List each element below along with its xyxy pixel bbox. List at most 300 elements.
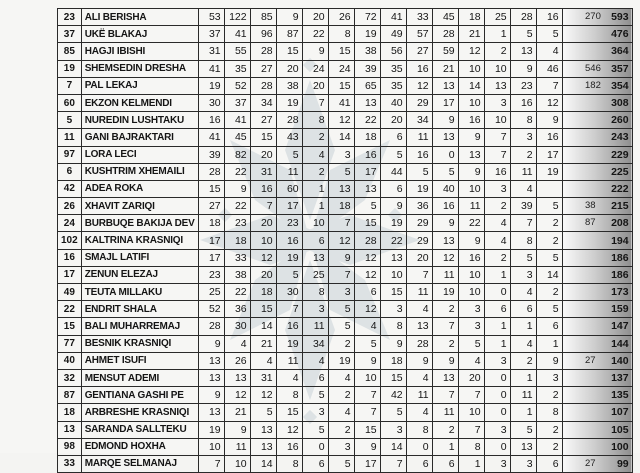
vote-count-cell: 2 [536, 421, 562, 438]
vote-count-cell: 28 [198, 318, 224, 335]
candidate-name: BALI MUHARREMAJ [81, 318, 198, 335]
vote-count-cell: 31 [198, 43, 224, 60]
vote-count-cell: 10 [198, 438, 224, 455]
vote-count-cell: 20 [250, 266, 276, 283]
vote-count-cell: 1 [302, 198, 328, 215]
vote-count-cell: 3 [510, 129, 536, 146]
vote-count-cell: 20 [250, 215, 276, 232]
vote-count-cell: 122 [224, 9, 250, 26]
candidate-name: MARQE SELMANAJ [81, 455, 198, 472]
total-votes-cell: 144 [562, 335, 632, 352]
vote-count-cell: 16 [484, 163, 510, 180]
vote-count-cell: 27 [198, 198, 224, 215]
candidate-number: 5 [58, 112, 82, 129]
results-table-body [58, 9, 633, 473]
vote-count-cell: 19 [328, 352, 354, 369]
table-row [58, 9, 633, 26]
vote-count-cell: 16 [198, 112, 224, 129]
vote-count-cell: 13 [224, 369, 250, 386]
vote-count-cell: 6 [302, 232, 328, 249]
vote-count-cell: 30 [198, 94, 224, 111]
vote-count-cell: 9 [380, 335, 406, 352]
vote-count-cell: 11 [276, 352, 302, 369]
vote-count-cell: 12 [406, 77, 432, 94]
vote-count-cell: 27 [250, 112, 276, 129]
vote-count-cell: 16 [406, 146, 432, 163]
vote-count-cell: 12 [328, 232, 354, 249]
vote-count-cell: 12 [354, 266, 380, 283]
vote-count-cell: 6 [380, 180, 406, 197]
candidate-name: BESNIK KRASNIQI [81, 335, 198, 352]
vote-count-cell: 16 [354, 146, 380, 163]
candidate-number: 32 [58, 369, 82, 386]
vote-count-cell: 4 [302, 352, 328, 369]
vote-count-cell: 13 [328, 180, 354, 197]
vote-count-cell: 2 [302, 163, 328, 180]
total-votes-cell: 105 [562, 421, 632, 438]
total-votes-cell: 225 [562, 163, 632, 180]
vote-count-cell: 39 [198, 146, 224, 163]
vote-count-cell: 22 [224, 163, 250, 180]
vote-count-cell: 5 [380, 146, 406, 163]
candidate-number: 13 [58, 421, 82, 438]
vote-count-cell: 55 [224, 43, 250, 60]
vote-count-cell: 8 [458, 438, 484, 455]
candidate-name: ADEA ROKA [81, 180, 198, 197]
total-votes-cell: 222 [562, 180, 632, 197]
vote-count-cell: 13 [510, 43, 536, 60]
vote-count-cell: 11 [406, 284, 432, 301]
vote-count-cell: 13 [510, 438, 536, 455]
vote-count-cell: 7 [198, 455, 224, 472]
vote-count-cell: 5 [328, 163, 354, 180]
vote-count-cell: 18 [224, 232, 250, 249]
vote-count-cell: 15 [250, 129, 276, 146]
vote-count-cell: 20 [380, 112, 406, 129]
vote-count-cell: 12 [432, 249, 458, 266]
vote-count-cell: 37 [224, 94, 250, 111]
vote-count-cell: 3 [328, 146, 354, 163]
vote-count-cell: 16 [276, 438, 302, 455]
vote-count-cell: 4 [536, 43, 562, 60]
vote-count-cell: 17 [354, 455, 380, 472]
vote-count-cell: 11 [406, 129, 432, 146]
candidate-name: ZENUN ELEZAJ [81, 266, 198, 283]
candidate-name: MENSUT ADEMI [81, 369, 198, 386]
vote-count-cell: 31 [250, 163, 276, 180]
vote-count-cell: 41 [224, 112, 250, 129]
vote-count-cell: 11 [276, 163, 302, 180]
vote-count-cell: 9 [536, 112, 562, 129]
vote-count-cell: 22 [354, 112, 380, 129]
vote-count-cell: 10 [458, 284, 484, 301]
vote-count-cell: 1 [458, 455, 484, 472]
vote-count-cell: 28 [198, 163, 224, 180]
vote-count-cell: 7 [380, 455, 406, 472]
vote-count-cell: 52 [198, 301, 224, 318]
vote-count-cell: 2 [302, 129, 328, 146]
vote-count-cell: 4 [328, 369, 354, 386]
table-row [58, 318, 633, 335]
total-votes-cell: 476 [562, 26, 632, 43]
vote-count-cell: 3 [536, 369, 562, 386]
vote-count-cell: 23 [198, 266, 224, 283]
vote-count-cell: 38 [354, 43, 380, 60]
candidate-name: UKË BLAKAJ [81, 26, 198, 43]
vote-count-cell: 10 [484, 112, 510, 129]
vote-count-cell: 1 [510, 318, 536, 335]
vote-count-cell: 8 [328, 26, 354, 43]
vote-count-cell: 21 [458, 26, 484, 43]
vote-count-cell: 12 [250, 249, 276, 266]
candidate-number: 60 [58, 94, 82, 111]
vote-count-cell: 6 [380, 129, 406, 146]
vote-count-cell: 13 [354, 180, 380, 197]
table-row [58, 249, 633, 266]
vote-count-cell: 22 [224, 284, 250, 301]
table-row [58, 129, 633, 146]
vote-count-cell: 2 [536, 387, 562, 404]
vote-count-cell: 16 [406, 60, 432, 77]
vote-count-cell: 1 [510, 404, 536, 421]
vote-count-cell: 3 [380, 421, 406, 438]
table-row [58, 43, 633, 60]
vote-count-cell: 6 [536, 455, 562, 472]
total-votes-cell: 147 [562, 318, 632, 335]
vote-count-cell: 0 [484, 387, 510, 404]
vote-count-cell: 0 [432, 146, 458, 163]
vote-count-cell: 4 [302, 146, 328, 163]
vote-count-cell: 24 [302, 60, 328, 77]
vote-count-cell: 5 [328, 318, 354, 335]
vote-count-cell: 28 [250, 43, 276, 60]
vote-count-cell: 8 [510, 232, 536, 249]
candidate-number: 15 [58, 318, 82, 335]
candidate-name: SARANDA SALLTEKU [81, 421, 198, 438]
vote-count-cell: 20 [302, 77, 328, 94]
vote-count-cell: 33 [406, 9, 432, 26]
vote-count-cell: 3 [484, 94, 510, 111]
vote-count-cell: 44 [380, 163, 406, 180]
candidate-number: 49 [58, 284, 82, 301]
vote-count-cell: 15 [354, 215, 380, 232]
candidate-name: TEUTA MILLAKU [81, 284, 198, 301]
handwritten-side-note: 27 [585, 355, 596, 366]
vote-count-cell: 10 [250, 232, 276, 249]
vote-count-cell: 5 [510, 249, 536, 266]
handwritten-side-note: 182 [585, 79, 601, 91]
total-votes-cell: 137 [562, 369, 632, 386]
vote-count-cell: 8 [276, 387, 302, 404]
vote-count-cell: 27 [406, 43, 432, 60]
vote-count-cell: 17 [276, 198, 302, 215]
vote-count-cell: 1 [536, 335, 562, 352]
vote-count-cell: 15 [276, 404, 302, 421]
handwritten-side-note: 38 [585, 200, 596, 212]
vote-count-cell: 7 [458, 387, 484, 404]
vote-count-cell: 30 [276, 284, 302, 301]
vote-count-cell: 1 [484, 335, 510, 352]
total-votes-cell: 229 [562, 146, 632, 163]
vote-count-cell: 11 [302, 318, 328, 335]
candidate-name: GANI BAJRAKTARI [81, 129, 198, 146]
vote-count-cell: 7 [250, 198, 276, 215]
vote-count-cell: 13 [380, 249, 406, 266]
vote-count-cell: 4 [510, 180, 536, 197]
vote-count-cell: 15 [250, 301, 276, 318]
vote-count-cell: 3 [484, 421, 510, 438]
vote-count-cell: 0 [484, 438, 510, 455]
vote-count-cell: 18 [198, 215, 224, 232]
vote-count-cell: 4 [406, 301, 432, 318]
vote-count-cell: 34 [406, 112, 432, 129]
vote-count-cell: 23 [224, 215, 250, 232]
vote-count-cell: 17 [198, 249, 224, 266]
handwritten-side-note: 270 [585, 11, 601, 22]
vote-count-cell: 0 [484, 369, 510, 386]
vote-count-cell: 21 [432, 60, 458, 77]
vote-count-cell: 2 [484, 249, 510, 266]
total-votes-cell: 107 [562, 404, 632, 421]
vote-count-cell: 10 [302, 215, 328, 232]
vote-count-cell: 14 [380, 438, 406, 455]
vote-count-cell: 19 [354, 26, 380, 43]
vote-count-cell: 13 [432, 129, 458, 146]
vote-count-cell: 8 [302, 112, 328, 129]
candidate-number: 98 [58, 438, 82, 455]
candidate-number: 24 [58, 215, 82, 232]
candidate-name: KALTRINA KRASNIQI [81, 232, 198, 249]
vote-count-cell: 17 [354, 163, 380, 180]
vote-count-cell: 9 [198, 335, 224, 352]
vote-count-cell: 7 [328, 215, 354, 232]
vote-count-cell: 20 [250, 146, 276, 163]
vote-count-cell: 16 [432, 198, 458, 215]
vote-count-cell: 16 [458, 112, 484, 129]
vote-count-cell: 5 [406, 163, 432, 180]
vote-count-cell: 0 [484, 404, 510, 421]
vote-count-cell: 20 [458, 369, 484, 386]
table-row [58, 215, 633, 232]
vote-count-cell: 5 [276, 146, 302, 163]
vote-count-cell: 0 [406, 438, 432, 455]
total-votes-cell: 215 [562, 198, 632, 215]
table-row [58, 455, 633, 472]
vote-count-cell: 5 [510, 421, 536, 438]
results-table [57, 8, 633, 473]
vote-count-cell: 1 [302, 180, 328, 197]
vote-count-cell: 15 [354, 421, 380, 438]
vote-count-cell: 7 [432, 387, 458, 404]
vote-count-cell: 13 [250, 438, 276, 455]
candidate-name: ARBRESHE KRASNIQI [81, 404, 198, 421]
vote-count-cell: 19 [432, 284, 458, 301]
vote-count-cell: 12 [536, 94, 562, 111]
vote-count-cell: 15 [276, 43, 302, 60]
vote-count-cell: 29 [406, 232, 432, 249]
vote-count-cell: 1 [432, 438, 458, 455]
vote-count-cell: 5 [458, 335, 484, 352]
vote-count-cell: 2 [432, 335, 458, 352]
vote-count-cell: 14 [458, 77, 484, 94]
vote-count-cell: 31 [250, 369, 276, 386]
candidate-number: 77 [58, 335, 82, 352]
vote-count-cell: 3 [458, 301, 484, 318]
candidate-name: SHEMSEDIN DRESHA [81, 60, 198, 77]
vote-count-cell: 19 [198, 77, 224, 94]
vote-count-cell: 12 [328, 112, 354, 129]
vote-count-cell: 7 [432, 318, 458, 335]
vote-count-cell: 35 [380, 77, 406, 94]
vote-count-cell: 9 [432, 215, 458, 232]
vote-count-cell: 9 [432, 112, 458, 129]
table-row [58, 335, 633, 352]
vote-count-cell: 7 [458, 421, 484, 438]
vote-count-cell: 4 [328, 404, 354, 421]
vote-count-cell: 17 [536, 146, 562, 163]
vote-count-cell: 7 [354, 387, 380, 404]
vote-count-cell: 85 [250, 9, 276, 26]
vote-count-cell: 15 [328, 43, 354, 60]
vote-count-cell: 23 [276, 215, 302, 232]
vote-count-cell: 13 [432, 77, 458, 94]
table-row [58, 266, 633, 283]
vote-count-cell: 2 [510, 146, 536, 163]
vote-count-cell: 33 [224, 249, 250, 266]
vote-count-cell: 15 [328, 77, 354, 94]
vote-count-cell: 40 [432, 180, 458, 197]
vote-count-cell: 7 [536, 77, 562, 94]
vote-count-cell: 87 [276, 26, 302, 43]
vote-count-cell: 8 [406, 421, 432, 438]
vote-count-cell: 4 [406, 404, 432, 421]
vote-count-cell: 3 [328, 284, 354, 301]
vote-count-cell: 28 [276, 112, 302, 129]
vote-count-cell: 2 [328, 387, 354, 404]
vote-count-cell: 5 [432, 163, 458, 180]
vote-count-cell: 38 [276, 77, 302, 94]
vote-count-cell: 1 [484, 26, 510, 43]
vote-count-cell: 1 [510, 369, 536, 386]
total-votes-cell: 159 [562, 301, 632, 318]
vote-count-cell: 34 [250, 94, 276, 111]
total-votes-cell: 260 [562, 112, 632, 129]
vote-count-cell: 39 [354, 60, 380, 77]
candidate-number: 102 [58, 232, 82, 249]
vote-count-cell: 13 [406, 318, 432, 335]
vote-count-cell: 45 [224, 129, 250, 146]
vote-count-cell: 5 [510, 26, 536, 43]
total-votes-cell: 364 [562, 43, 632, 60]
vote-count-cell: 9 [458, 129, 484, 146]
vote-count-cell: 96 [250, 26, 276, 43]
vote-count-cell: 35 [380, 60, 406, 77]
vote-count-cell: 15 [198, 180, 224, 197]
candidate-name: ENDRIT SHALA [81, 301, 198, 318]
vote-count-cell: 9 [198, 387, 224, 404]
vote-count-cell: 9 [432, 352, 458, 369]
candidate-name: EKZON KELMENDI [81, 94, 198, 111]
vote-count-cell: 2 [328, 335, 354, 352]
vote-count-cell: 6 [536, 318, 562, 335]
vote-count-cell: 2 [536, 284, 562, 301]
vote-count-cell: 16 [276, 232, 302, 249]
vote-count-cell: 13 [484, 77, 510, 94]
vote-count-cell: 14 [250, 318, 276, 335]
vote-count-cell: 4 [406, 369, 432, 386]
candidate-number: 18 [58, 404, 82, 421]
vote-count-cell: 26 [328, 9, 354, 26]
vote-count-cell: 7 [484, 129, 510, 146]
candidate-number: 19 [58, 60, 82, 77]
vote-count-cell: 15 [380, 369, 406, 386]
candidate-number: 97 [58, 146, 82, 163]
vote-count-cell: 11 [224, 438, 250, 455]
vote-count-cell: 9 [458, 163, 484, 180]
vote-count-cell: 7 [406, 266, 432, 283]
vote-count-cell: 10 [458, 404, 484, 421]
candidate-number: 33 [58, 455, 82, 472]
vote-count-cell: 15 [380, 284, 406, 301]
vote-count-cell: 6 [302, 369, 328, 386]
vote-count-cell: 10 [458, 60, 484, 77]
vote-count-cell: 9 [328, 249, 354, 266]
handwritten-side-note: 87 [585, 217, 596, 229]
vote-count-cell: 9 [224, 421, 250, 438]
vote-count-cell: 10 [224, 455, 250, 472]
vote-count-cell: 36 [406, 198, 432, 215]
total-votes-cell: 186 [562, 266, 632, 283]
candidate-number: 11 [58, 129, 82, 146]
vote-count-cell: 9 [458, 232, 484, 249]
vote-count-cell: 3 [484, 352, 510, 369]
candidate-number: 42 [58, 180, 82, 197]
vote-count-cell: 4 [458, 352, 484, 369]
vote-count-cell: 10 [484, 60, 510, 77]
vote-count-cell: 10 [458, 94, 484, 111]
candidate-name: HAGJI IBISHI [81, 43, 198, 60]
total-votes-cell: 140 [562, 352, 632, 369]
vote-count-cell: 26 [224, 352, 250, 369]
vote-count-cell: 9 [380, 198, 406, 215]
vote-count-cell: 5 [250, 404, 276, 421]
total-votes-cell: 100 [562, 438, 632, 455]
candidate-name: BURBUQE BAKIJA DEV [81, 215, 198, 232]
vote-count-cell: 16 [458, 249, 484, 266]
vote-count-cell: 59 [432, 43, 458, 60]
vote-count-cell: 56 [380, 43, 406, 60]
vote-count-cell: 18 [250, 284, 276, 301]
vote-count-cell: 25 [484, 9, 510, 26]
table-row [58, 369, 633, 386]
vote-count-cell: 38 [224, 266, 250, 283]
vote-count-cell: 8 [380, 318, 406, 335]
vote-count-cell: 19 [276, 249, 302, 266]
vote-count-cell: 4 [276, 369, 302, 386]
vote-count-cell: 2 [432, 301, 458, 318]
table-row [58, 26, 633, 43]
vote-count-cell: 2 [484, 198, 510, 215]
vote-count-cell: 16 [276, 318, 302, 335]
table-row [58, 112, 633, 129]
vote-count-cell: 4 [250, 352, 276, 369]
vote-count-cell: 41 [328, 94, 354, 111]
vote-count-cell: 5 [536, 301, 562, 318]
vote-count-cell: 41 [224, 26, 250, 43]
vote-count-cell: 2 [536, 232, 562, 249]
vote-count-cell: 41 [198, 129, 224, 146]
vote-count-cell: 12 [354, 249, 380, 266]
